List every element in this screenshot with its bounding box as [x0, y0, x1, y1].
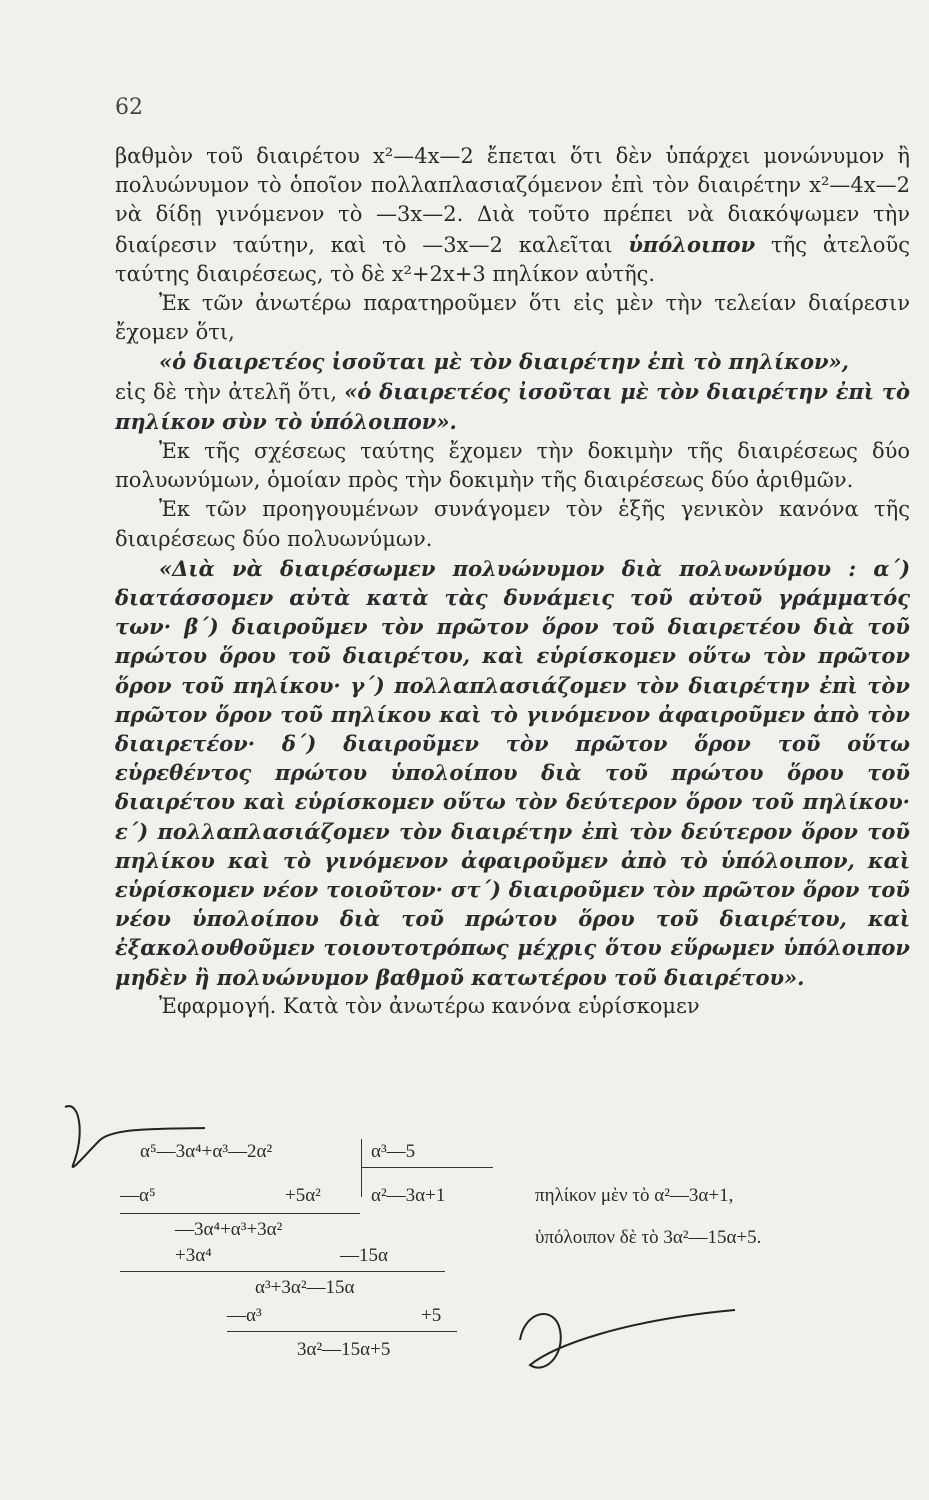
rule-line-2 [120, 1271, 445, 1272]
quotient: α²—3α+1 [371, 1185, 446, 1206]
paragraph-text: εἰς δὲ τὴν ἀτελῆ ὅτι, [115, 379, 338, 404]
paragraph-text-end: τῆς ἀτελοῦς ταύτης διαιρέσεως, τὸ δὲ x²+2x+3 πηλίκον αὐτῆς. [115, 232, 910, 286]
paragraph-observation: Ἐκ τῶν ἀνωτέρω παρατηροῦμεν ὅτι εἰς μὲν τὴν τελείαν διαίρεσιν ἔχομεν ὅτι, [115, 291, 910, 345]
paragraph-continuation [115, 142, 910, 289]
remainder-2: α³+3α²—15α [255, 1277, 355, 1298]
general-rule: «Διὰ νὰ διαιρέσωμεν πολυώνυμον διὰ πολυωνύμου : α΄) διατάσσομεν αὐτὰ κατὰ τὰς δυνάμεις τοῦ αὐτοῦ γράμματός των· β΄) διαιροῦμεν τὸν πρῶτον ὅρον τοῦ διαιρετέου διὰ τοῦ πρώτου ὅρου τοῦ διαιρέτου, καὶ εὑρίσκομεν οὕτω τὸν πρῶτον ὅρον τοῦ πηλίκου· γ΄) πολλαπλασιάζομεν τὸν διαιρέτην ἐπὶ τὸν πρῶτον ὅρον τοῦ πηλίκου καὶ τὸ γινόμενον ἀφαιροῦμεν ἀπὸ τὸν διαιρετέον· δ΄) διαιροῦμεν τὸν πρῶτον ὅρον τοῦ οὕτω εὑρεθέντος πρώτου ὑπολοίπου διὰ τοῦ πρώτου ὅρου τοῦ διαιρέτου καὶ εὑρίσκομεν οὕτω τὸν δεύτερον ὅρον τοῦ πηλίκου· ε΄) πολλαπλασιάζομεν τὸν διαιρέτην ἐπὶ τὸν δεύτερον ὅρον τοῦ πηλίκου καὶ τὸ γινόμενον ἀφαιροῦμεν ἀπὸ τὸ ὑπόλοιπον, καὶ εὑρίσκομεν νέον τοιοῦτον· στ΄) διαιροῦμεν τὸν πρῶτον ὅρον τοῦ νέου ὑπολοίπου διὰ τοῦ πρώτου ὅρου τοῦ διαιρέτου, καὶ ἐξακολουθοῦμεν τοιουτοτρόπως μέχρις ὅτου εὕρωμεν ὑπόλοιπον μηδὲν ἢ πολυώνυμον βαθμοῦ κατωτέρου τοῦ διαιρέτου». [115, 555, 910, 990]
paragraph-incomplete [115, 377, 910, 437]
division-bar-vertical [361, 1139, 362, 1197]
dividend: α⁵—3α⁴+α³—2α² [140, 1141, 273, 1162]
long-division [115, 1133, 915, 1393]
term-remainder: ὑπόλοιπον [628, 231, 756, 257]
division-bar-horizontal [361, 1167, 493, 1168]
subtraction-3-b: +5 [421, 1305, 442, 1326]
subtraction-2-a: +3α⁴ [175, 1245, 212, 1266]
paragraph-check: Ἐκ τῆς σχέσεως ταύτης ἔχομεν τὴν δοκιμὴν τῆς διαιρέσεως δύο πολυωνύμων, ὁμοίαν πρὸς τὴν δοκιμὴν τῆς διαιρέσεως δύο ἀριθμῶν. [115, 439, 910, 493]
rule-incomplete-division: «ὁ διαιρετέος ἰσοῦται μὲ τὸν διαιρέτην ἐπὶ τὸ πηλίκον σὺν τὸ ὑπόλοιπον». [115, 378, 910, 434]
page-number: 62 [115, 95, 143, 120]
remainder-3: 3α²—15α+5 [297, 1339, 391, 1360]
divisor: α³—5 [371, 1141, 416, 1162]
subtraction-2-b: —15α [340, 1245, 388, 1266]
remainder-1: —3α⁴+α³+3α² [175, 1219, 283, 1240]
subtraction-1-a: —α⁵ [120, 1185, 156, 1206]
paragraph-text: βαθμὸν τοῦ διαιρέτου x²—4x—2 ἔπεται ὅτι δὲν ὑπάρχει μονώνυμον ἢ πολυώνυμον τὸ ὁποῖον πολλαπλασιαζόμενον ἐπὶ τὸν διαιρέτην x²—4x—2 νὰ δίδῃ γινόμενον τὸ —3x—2. Διὰ τοῦτο πρέπει νὰ διακόψωμεν τὴν διαίρεσιν ταύτην, καὶ τὸ —3x—2 καλεῖται [115, 144, 910, 257]
page-body [115, 142, 910, 1021]
paragraph-general-rule-intro: Ἐκ τῶν προηγουμένων συνάγομεν τὸν ἑξῆς γενικὸν κανόνα τῆς διαιρέσεως δύο πολυωνύμων. [115, 497, 910, 551]
paragraph-application: Ἐφαρμογή. Κατὰ τὸν ἀνωτέρω κανόνα εὑρίσκομεν [159, 993, 700, 1018]
quotient-note: πηλίκον μὲν τὸ α²—3α+1, [535, 1185, 734, 1206]
rule-line-1 [120, 1213, 360, 1214]
subtraction-1-b: +5α² [285, 1185, 321, 1206]
rule-complete-division: «ὁ διαιρετέος ἰσοῦται μὲ τὸν διαιρέτην ἐπὶ τὸ πηλίκον», [159, 349, 849, 375]
subtraction-3-a: —α³ [227, 1305, 262, 1326]
remainder-note: ὑπόλοιπον δὲ τὸ 3α²—15α+5. [535, 1227, 762, 1248]
rule-line-3 [227, 1331, 457, 1332]
